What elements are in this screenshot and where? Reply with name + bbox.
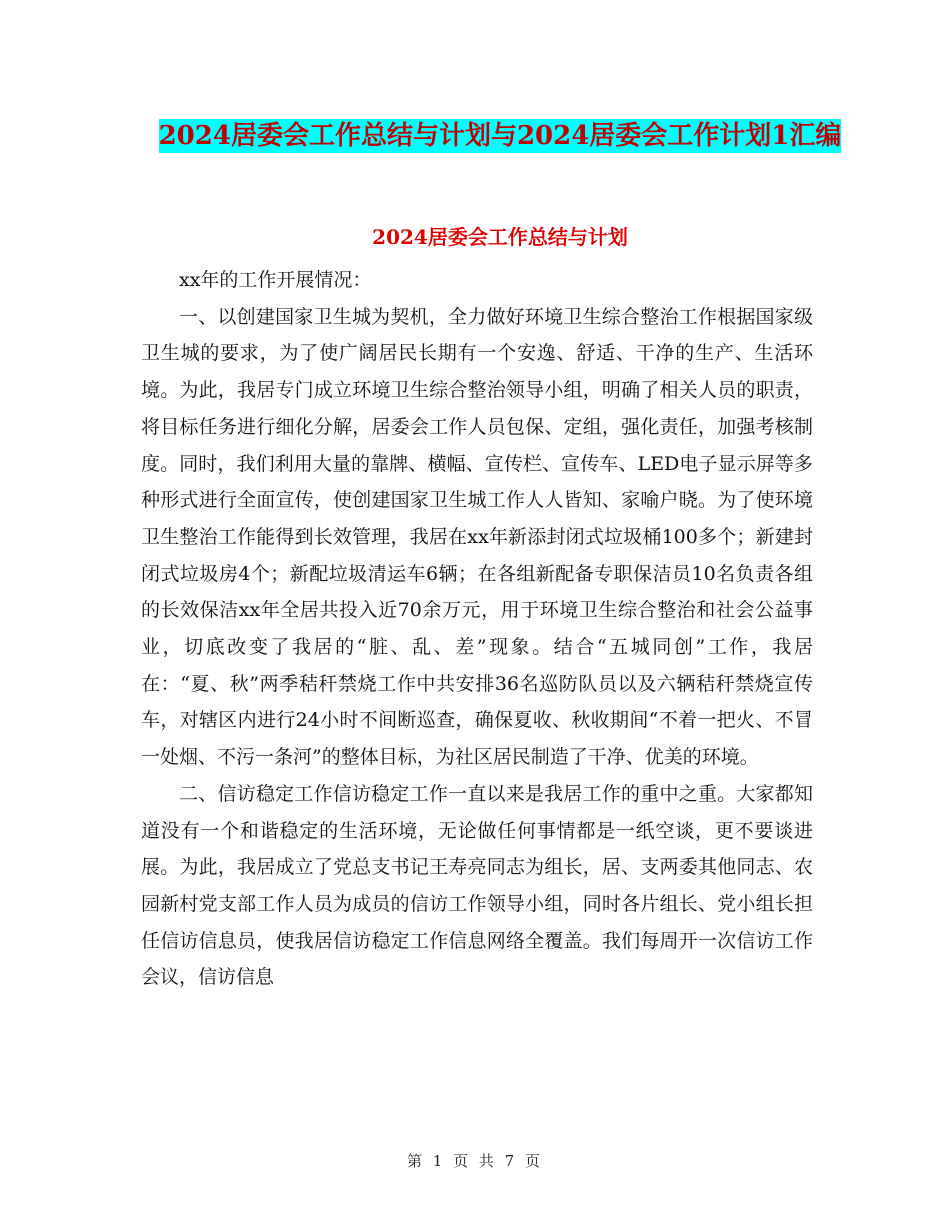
document-title-text: 2024居委会工作总结与计划与2024居委会工作计划1汇编 <box>158 121 842 151</box>
paragraph-environment: 一、以创建国家卫生城为契机，全力做好环境卫生综合整治工作根据国家级卫生城的要求，为了使广阔居民长期有一个安逸、舒适、干净的生产、生活环境。为此，我居专门成立环境卫生综合整治领导小组，明确了相关人员的职责，将目标任务进行细化分解，居委会工作人员包保、定组，强化责任，加强考核制度。同时，我们利用大量的靠牌、横幅、宣传栏、宣传车、LED电子显示屏等多种形式进行全面宣传，使创建国家卫生城工作人人皆知、家喻户晓。为了使环境卫生整治工作能得到长效管理，我居在xx年新添封闭式垃圾桶100多个；新建封闭式垃圾房4个；新配垃圾清运车6辆；在各组新配备专职保洁员10名负责各组的长效保洁xx年全居共投入近70余万元，用于环境卫生综合整治和社会公益事业，切底改变了我居的“脏、乱、差”现象。结合“五城同创”工作，我居在：“夏、秋”两季秸秆禁烧工作中共安排36名巡防队员以及六辆秸秆禁烧宣传车，对辖区内进行24小时不间断巡查，确保夏收、秋收期间“不着一把火、不冒一处烟、不污一条河”的整体目标，为社区居民制造了干净、优美的环境。 <box>141 305 813 769</box>
paragraph-petition: 二、信访稳定工作信访稳定工作一直以来是我居工作的重中之重。大家都知道没有一个和谐稳定的生活环境，无论做任何事情都是一纸空谈，更不要谈进展。为此，我居成立了党总支书记王寿亮同志为组长，居、支两委其他同志、农园新村党支部工作人员为成员的信访工作领导小组，同时各片组长、党小组长担任信访信息员，使我居信访稳定工作信息网络全覆盖。我们每周开一次信访工作会议，信访信息 <box>141 782 813 989</box>
page-footer: 第 1 页 共 7 页 <box>407 1152 543 1170</box>
document-body <box>141 262 813 996</box>
paragraph-intro: xx年的工作开展情况： <box>179 269 372 291</box>
document-title <box>140 111 860 161</box>
section-title: 2024居委会工作总结与计划 <box>372 225 628 249</box>
